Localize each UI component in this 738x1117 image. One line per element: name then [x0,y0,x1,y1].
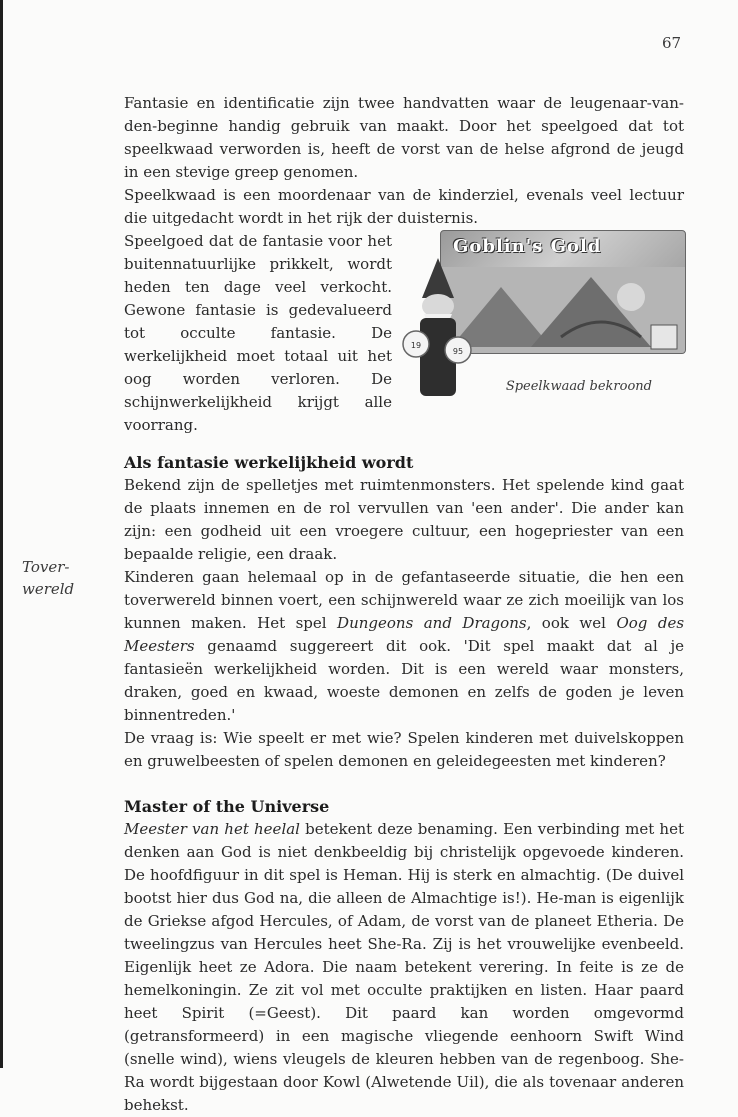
game-title-oog: Oog des Meesters [124,614,685,655]
section1-paragraph-3: De vraag is: Wie speelt er met wie? Spelen kinderen met duivelskoppen en gruwelbeesten of spelen demonen en geleidegeesten met kinderen? [124,729,684,770]
wizard-figurine-image [402,258,474,398]
game-box-artwork [441,267,685,353]
intro-paragraph-1: Fantasie en identificatie zijn twee handvatten waar de leugenaar-van-den-beginne handig gebruik van maakt. Door het speelgoed dat tot speelkwaad verworden is, heeft de vorst van de helse afgrond de jeugd in een stevige greep genomen. [124,94,684,181]
margin-note-line-1: Tover- [22,558,70,576]
game-box-figure [402,230,684,398]
game-title-dungeons: Dungeons and Dragons [337,614,527,632]
page-edge [0,0,3,1068]
game-box-title: Goblin's Gold [453,236,602,257]
section1-p2-text-b: , ook wel [526,614,617,632]
margin-note-line-2: wereld [22,580,75,598]
figure-caption: Speelkwaad bekroond [505,379,652,394]
section2-paragraph-1 [124,818,684,1117]
section1-p2-text-c: genaamd suggereert dit ook. 'Dit spel maakt dat al je fantasieën werkelijkheid worden. Dit is een wereld waar monsters, draken, goed en kwaad, woeste demonen en zelfs de goden je leven binnentreden.' [124,637,684,724]
page-content [124,92,684,1117]
game-box-image [440,230,686,354]
intro-paragraph-2: Speelkwaad is een moordenaar van de kinderziel, evenals veel lectuur die uitgedacht wordt in het rijk der duisternis. [124,186,684,227]
section1-p2-text-a: Kinderen gaan helemaal op in de gefantaseerde situatie, die hen een toverwereld binnen voert, een schijnwereld waar ze zich moeilijk van los kunnen maken. Het spel [124,568,684,632]
margin-note [22,556,74,600]
section-heading-master: Master of the Universe [124,797,330,816]
section2-italic-phrase: Meester van het heelal [124,820,300,838]
badge-year-left: 19 [410,341,422,350]
page-number: 67 [662,34,682,52]
intro-paragraph-3: Speelgoed dat de fantasie voor het buitennatuurlijke prikkelt, wordt heden ten dage veel verkocht. Gewone fantasie is gedevalueerd tot occulte fantasie. De werkelijkheid moet totaal uit het oog worden verloren. De schijnwerkelijkheid krijgt alle voorrang. [124,232,392,434]
section-heading-fantasy: Als fantasie werkelijkheid wordt [124,453,414,472]
section2-text: betekent deze benaming. Een verbinding met het denken aan God is niet denkbeeldig bij christelijk opgevoede kinderen. De hoofdfiguur in dit spel is Heman. Hij is sterk en almachtig. (De duivel bootst hier dus God na, die alleen de Almachtige is!). He-man is eigenlijk de Griekse afgod Hercules, of Adam, de vorst van de planeet Etheria. De tweelingzus van Hercules heet She-Ra. Zij is het vrouwelijke evenbeeld. Eigenlijk heet ze Adora. Die naam betekent verering. In feite is ze de hemelkoningin. Ze zit vol met occulte praktijken en listen. Haar paard heet Spirit (=Geest). Dit paard kan worden omgevormd (getransformeerd) in een magische vliegende eenhoorn Swift Wind (snelle wind), wiens vleugels de kleuren hebben van de regenboog. She-Ra wordt bijgestaan door Kowl (Alwetende Uil), die als tovenaar anderen behekst. [124,820,684,1114]
section1-paragraph-2 [124,566,684,727]
section1-paragraph-1: Bekend zijn de spelletjes met ruimtenmonsters. Het spelende kind gaat de plaats innemen en de rol vervullen van 'een ander'. Die ander kan zijn: een godheid uit een vroegere cultuur, een hogepriester van een bepaalde religie, een draak. [124,476,684,563]
badge-year-right: 95 [452,347,464,356]
